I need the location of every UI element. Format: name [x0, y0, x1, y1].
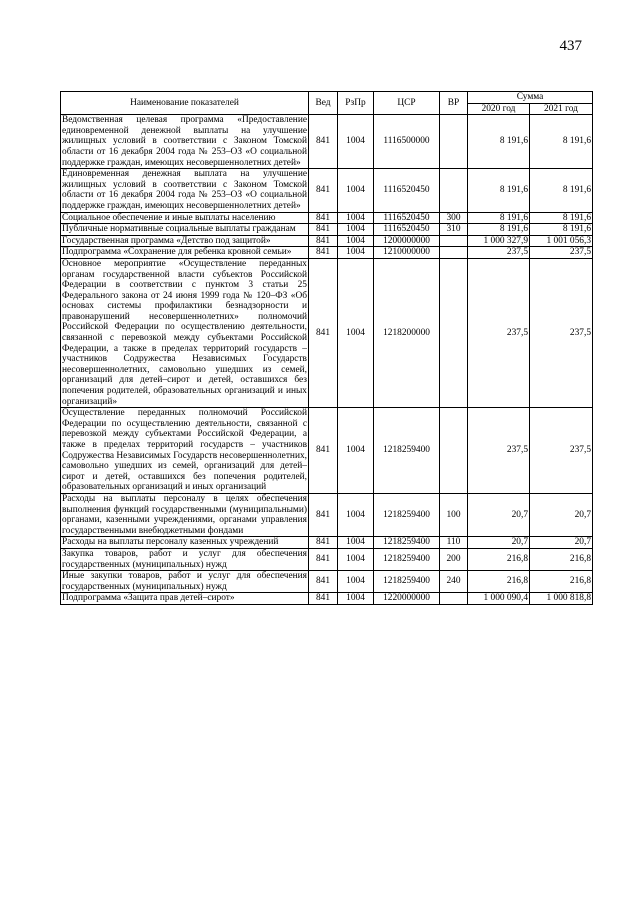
row-csr: 1220000000: [374, 593, 440, 605]
header-ved: Вед: [309, 92, 338, 115]
table-row: [61, 169, 593, 212]
row-name: Социальное обеспечение и иные выплаты населению: [61, 212, 309, 224]
table-header: [61, 92, 593, 115]
row-sum-2021: 20,7: [530, 493, 593, 536]
table-row: [61, 537, 593, 549]
row-ved: 841: [309, 212, 338, 224]
table-row: [61, 258, 593, 407]
row-vr: [440, 169, 468, 212]
row-sum-2020: 8 191,6: [468, 224, 530, 236]
row-csr: 1218259400: [374, 548, 440, 570]
table-body: [61, 115, 593, 605]
header-csr: ЦСР: [374, 92, 440, 115]
row-name: Единовременная денежная выплата на улучшение жилищных условий в соответствии с Законом Томской области от 16 декабря 2004 года № 253–ОЗ «О социальной поддержке граждан, имеющих несовершеннолетних детей»: [62, 169, 307, 211]
row-sum-2021: 8 191,6: [530, 169, 593, 212]
row-ved: 841: [309, 593, 338, 605]
row-ved: 841: [309, 571, 338, 593]
row-rzpr: 1004: [338, 235, 374, 247]
row-name: Осуществление переданных полномочий Российской Федерации по осуществлению деятельности, связанной с перевозкой между субъектами Российской Федерации, а также в пределах территорий государств – участников Содружества Независимых Государств несовершеннолетних, самовольно ушедших из семей, организаций для детей–сирот и детей, оставшихся без попечения родителей, образовательных организаций и иных организаций: [62, 408, 307, 493]
row-name: Государственная программа «Детство под защитой»: [61, 235, 309, 247]
budget-table: [60, 91, 593, 605]
row-ved: 841: [309, 169, 338, 212]
row-name: Расходы на выплаты персоналу казенных учреждений: [61, 537, 309, 549]
row-sum-2021: 216,8: [530, 548, 593, 570]
table-row: [61, 212, 593, 224]
row-vr: 100: [440, 493, 468, 536]
page-number: 437: [559, 38, 582, 54]
row-sum-2021: 1 001 056,3: [530, 235, 593, 247]
row-ved: 841: [309, 258, 338, 407]
row-vr: [440, 235, 468, 247]
row-rzpr: 1004: [338, 115, 374, 169]
row-sum-2021: 8 191,6: [530, 115, 593, 169]
row-ved: 841: [309, 408, 338, 494]
row-name: Подпрограмма «Защита прав детей–сирот»: [61, 593, 309, 605]
row-ved: 841: [309, 537, 338, 549]
row-vr: 240: [440, 571, 468, 593]
row-sum-2020: 8 191,6: [468, 115, 530, 169]
row-csr: 1218259400: [374, 571, 440, 593]
table-row: [61, 247, 593, 259]
header-rzpr: РзПр: [338, 92, 374, 115]
row-rzpr: 1004: [338, 493, 374, 536]
row-name: Основное мероприятие «Осуществление переданных органам государственной власти субъектов Российской Федерации в соответствии с пунктом 3 статьи 25 Федерального закона от 24 июня 1999 года № 120–ФЗ «Об основах системы профилактики безнадзорности и правонарушений несовершеннолетних» полномочий Российской Федерации по осуществлению деятельности, связанной с перевозкой между субъектами Российской Федерации, а также в пределах территорий государств – участников Содружества Независимых Государств несовершеннолетних, самовольно ушедших из семей, организаций для детей–сирот и детей, оставшихся без попечения родителей, образовательных организаций и иных организаций»: [62, 258, 307, 407]
row-csr: 1116500000: [374, 115, 440, 169]
row-rzpr: 1004: [338, 224, 374, 236]
row-name: Закупка товаров, работ и услуг для обеспечения государственных (муниципальных) нужд: [62, 548, 307, 570]
row-sum-2020: 237,5: [468, 247, 530, 259]
row-ved: 841: [309, 235, 338, 247]
row-sum-2021: 1 000 818,8: [530, 593, 593, 605]
table-row: [61, 235, 593, 247]
table-row: [61, 493, 593, 536]
row-rzpr: 1004: [338, 247, 374, 259]
row-ved: 841: [309, 115, 338, 169]
row-rzpr: 1004: [338, 537, 374, 549]
row-sum-2020: 20,7: [468, 537, 530, 549]
header-vr: ВР: [440, 92, 468, 115]
table-row: [61, 115, 593, 169]
row-sum-2020: 216,8: [468, 548, 530, 570]
row-csr: 1116520450: [374, 169, 440, 212]
row-name: Расходы на выплаты персоналу в целях обеспечения выполнения функций государственными (муниципальными) органами, казенными учреждениями, органами управления государственными внебюджетными фондами: [62, 493, 307, 536]
row-csr: 1210000000: [374, 247, 440, 259]
row-ved: 841: [309, 548, 338, 570]
table-row: [61, 571, 593, 593]
row-sum-2020: 8 191,6: [468, 169, 530, 212]
row-sum-2020: 1 000 327,9: [468, 235, 530, 247]
row-sum-2021: 237,5: [530, 408, 593, 494]
row-vr: 110: [440, 537, 468, 549]
row-csr: 1218259400: [374, 493, 440, 536]
row-name: Публичные нормативные социальные выплаты гражданам: [61, 224, 309, 236]
row-csr: 1200000000: [374, 235, 440, 247]
row-rzpr: 1004: [338, 408, 374, 494]
row-vr: 200: [440, 548, 468, 570]
row-vr: 300: [440, 212, 468, 224]
row-sum-2021: 237,5: [530, 247, 593, 259]
row-rzpr: 1004: [338, 169, 374, 212]
header-year-2020: 2020 год: [468, 103, 530, 115]
table-row: [61, 548, 593, 570]
row-sum-2020: 237,5: [468, 258, 530, 407]
row-vr: 310: [440, 224, 468, 236]
row-sum-2021: 8 191,6: [530, 224, 593, 236]
row-csr: 1218259400: [374, 537, 440, 549]
row-rzpr: 1004: [338, 593, 374, 605]
row-rzpr: 1004: [338, 212, 374, 224]
row-sum-2020: 20,7: [468, 493, 530, 536]
row-vr: [440, 247, 468, 259]
table-row: [61, 593, 593, 605]
row-name: Ведомственная целевая программа «Предоставление единовременной денежной выплаты на улучшение жилищных условий в соответствии с Законом Томской области от 16 декабря 2004 года № 253–ОЗ «О социальной поддержке граждан, имеющих несовершеннолетних детей»: [62, 115, 307, 168]
row-name: Подпрограмма «Сохранение для ребенка кровной семьи»: [61, 247, 309, 259]
row-rzpr: 1004: [338, 548, 374, 570]
header-sum: Сумма: [468, 92, 593, 104]
row-vr: [440, 593, 468, 605]
row-sum-2020: 216,8: [468, 571, 530, 593]
row-csr: 1218200000: [374, 258, 440, 407]
row-csr: 1218259400: [374, 408, 440, 494]
header-name: Наименование показателей: [61, 92, 309, 115]
row-ved: 841: [309, 247, 338, 259]
row-sum-2020: 8 191,6: [468, 212, 530, 224]
row-csr: 1116520450: [374, 224, 440, 236]
row-vr: [440, 408, 468, 494]
row-csr: 1116520450: [374, 212, 440, 224]
row-sum-2021: 8 191,6: [530, 212, 593, 224]
row-ved: 841: [309, 493, 338, 536]
row-rzpr: 1004: [338, 571, 374, 593]
table-row: [61, 224, 593, 236]
row-vr: [440, 258, 468, 407]
row-vr: [440, 115, 468, 169]
row-name: Иные закупки товаров, работ и услуг для обеспечения государственных (муниципальных) нужд: [62, 571, 307, 592]
table-row: [61, 408, 593, 494]
row-sum-2020: 1 000 090,4: [468, 593, 530, 605]
header-year-2021: 2021 год: [530, 103, 593, 115]
row-sum-2020: 237,5: [468, 408, 530, 494]
row-sum-2021: 237,5: [530, 258, 593, 407]
row-sum-2021: 20,7: [530, 537, 593, 549]
row-sum-2021: 216,8: [530, 571, 593, 593]
row-ved: 841: [309, 224, 338, 236]
row-rzpr: 1004: [338, 258, 374, 407]
